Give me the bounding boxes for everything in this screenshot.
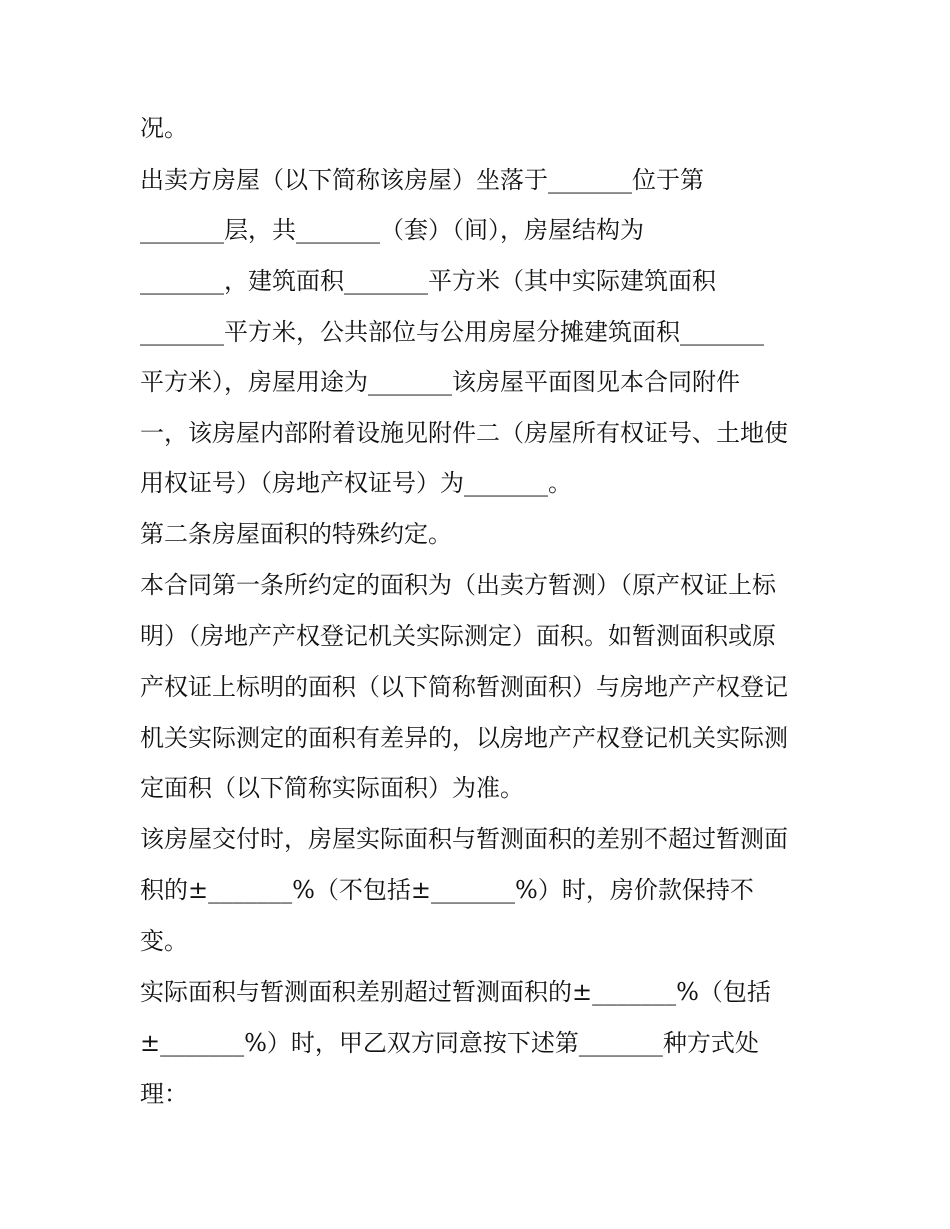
text-line: 机关实际测定的面积有差异的，以房地产产权登记机关实际测: [140, 724, 788, 752]
text-line: ±_______%）时，甲乙双方同意按下述第_______种方式处: [140, 1029, 759, 1057]
text-line: 出卖方房屋（以下简称该房屋）坐落于_______位于第: [140, 166, 704, 194]
text-line: 一，该房屋内部附着设施见附件二（房屋所有权证号、土地使: [140, 419, 788, 447]
text-line: 用权证号）（房地产权证号）为_______。: [140, 469, 572, 497]
text-line: 况。: [140, 114, 188, 142]
text-line: 平方米），房屋用途为_______该房屋平面图见本合同附件: [140, 368, 740, 396]
text-line: 该房屋交付时，房屋实际面积与暂测面积的差别不超过暂测面: [140, 825, 788, 853]
text-line: _______，建筑面积_______平方米（其中实际建筑面积: [140, 267, 716, 295]
text-line: 理：: [140, 1080, 188, 1108]
text-line: 积的±_______%（不包括±_______%）时，房价款保持不: [140, 876, 754, 904]
text-line: 产权证上标明的面积（以下简称暂测面积）与房地产产权登记: [140, 673, 788, 701]
text-line: _______平方米，公共部位与公用房屋分摊建筑面积_______: [140, 318, 764, 346]
text-line: 实际面积与暂测面积差别超过暂测面积的±_______%（包括: [140, 978, 771, 1006]
text-line: 变。: [140, 927, 188, 955]
text-line: 本合同第一条所约定的面积为（出卖方暂测）（原产权证上标: [140, 571, 776, 599]
section-heading: 第二条房屋面积的特殊约定。: [140, 520, 452, 548]
text-line: 定面积（以下简称实际面积）为准。: [140, 774, 524, 802]
text-line: 明）（房地产产权登记机关实际测定）面积。如暂测面积或原: [140, 622, 776, 650]
text-line: _______层，共_______（套）（间），房屋结构为: [140, 216, 644, 244]
